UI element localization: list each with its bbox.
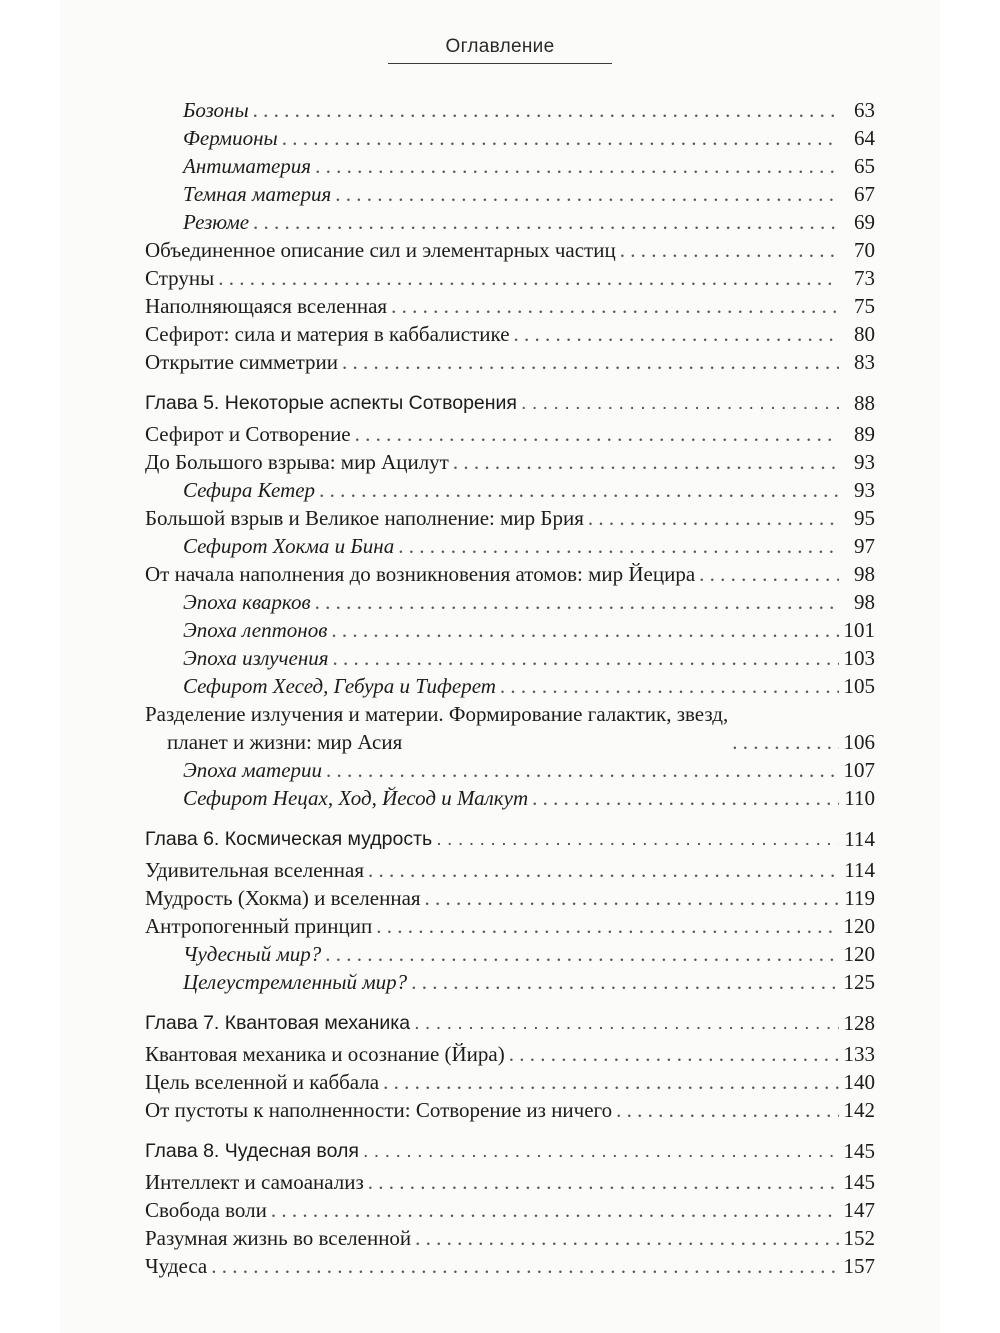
toc-entry-title: Интеллект и самоанализ xyxy=(145,1170,364,1194)
toc-entry xyxy=(145,476,875,504)
toc-entry xyxy=(145,264,875,292)
toc-entry xyxy=(145,856,875,884)
toc-entry-title: Антиматерия xyxy=(183,154,312,178)
dot-leader xyxy=(620,236,839,264)
toc-entry xyxy=(145,152,875,180)
dot-leader xyxy=(514,320,839,348)
toc-entry xyxy=(145,1196,875,1224)
toc-entry xyxy=(145,1096,875,1124)
toc-page-number: 105 xyxy=(843,674,875,698)
toc-entry xyxy=(145,912,875,940)
toc-entry xyxy=(145,1252,875,1280)
toc-chapter-entry xyxy=(145,1007,875,1037)
toc-entry-title: Эпоха излучения xyxy=(183,646,329,670)
dot-leader xyxy=(325,940,839,968)
toc-entry-title: Эпоха материи xyxy=(183,758,323,782)
toc-page-number: 93 xyxy=(854,478,875,502)
toc-page-number: 83 xyxy=(854,350,875,374)
toc-page-number: 142 xyxy=(843,1098,875,1122)
toc-entry-title: Чудесный мир? xyxy=(183,942,322,966)
dot-leader xyxy=(342,348,839,376)
toc-entry-title: Глава 7. Квантовая механика xyxy=(145,1012,411,1034)
toc-page-number: 98 xyxy=(854,562,875,586)
dot-leader xyxy=(271,1196,839,1224)
toc-entry-title: От пустоты к наполненности: Сотворение из ничего xyxy=(145,1098,613,1122)
toc-entry-title: До Большого взрыва: мир Ацилут xyxy=(145,450,449,474)
toc-entry-title: Глава 6. Космическая мудрость xyxy=(145,828,433,850)
toc-page-number: 114 xyxy=(844,827,875,851)
toc-entry xyxy=(145,672,875,700)
dot-leader xyxy=(253,208,839,236)
toc-entry xyxy=(145,940,875,968)
dot-leader xyxy=(315,152,839,180)
toc-page-number: 140 xyxy=(843,1070,875,1094)
toc-page-number: 93 xyxy=(854,450,875,474)
toc-entry-title: Свобода воли xyxy=(145,1198,267,1222)
toc-entry xyxy=(145,560,875,588)
toc-entry-title-continuation: планет и жизни: мир Асия xyxy=(167,730,403,754)
dot-leader xyxy=(509,1040,839,1068)
toc-page-number: 114 xyxy=(844,858,875,882)
dot-leader xyxy=(436,825,839,853)
toc-entry-title: Наполняющаяся вселенная xyxy=(145,294,388,318)
toc-entry-title: Глава 5. Некоторые аспекты Сотворения xyxy=(145,392,517,414)
toc-entry-title: Резюме xyxy=(183,210,250,234)
dot-leader xyxy=(319,476,839,504)
toc-entry-title: Удивительная вселенная xyxy=(145,858,364,882)
toc-entry xyxy=(145,420,875,448)
toc-page-number: 107 xyxy=(843,758,875,782)
toc-page-number: 120 xyxy=(843,942,875,966)
dot-leader xyxy=(253,96,839,124)
dot-leader xyxy=(363,1137,839,1165)
toc-entry-title: Бозоны xyxy=(183,98,249,122)
toc-page-number: 63 xyxy=(854,98,875,122)
dot-leader xyxy=(398,532,839,560)
toc-chapter-entry xyxy=(145,387,875,417)
dot-leader xyxy=(376,912,839,940)
toc-entry-title: Эпоха лептонов xyxy=(183,618,328,642)
toc-chapter-entry xyxy=(145,1135,875,1165)
toc-entry-title: Антропогенный принцип xyxy=(145,914,373,938)
toc-page-number: 64 xyxy=(854,126,875,150)
toc-page-number: 70 xyxy=(854,238,875,262)
toc-entry xyxy=(145,1040,875,1068)
toc-entry xyxy=(145,784,875,812)
toc-entry xyxy=(145,292,875,320)
toc-page-number: 120 xyxy=(843,914,875,938)
toc-entry xyxy=(145,1168,875,1196)
toc-entry xyxy=(145,180,875,208)
toc-entry-title: Разумная жизнь во вселенной xyxy=(145,1226,412,1250)
dot-leader xyxy=(411,968,839,996)
toc-entry-title: Струны xyxy=(145,266,215,290)
toc-entry-title: От начала наполнения до возникновения атомов: мир Йецира xyxy=(145,562,696,586)
toc-page-number: 69 xyxy=(854,210,875,234)
toc-page-number: 67 xyxy=(854,182,875,206)
toc-page-number: 101 xyxy=(843,618,875,642)
toc-page-number: 89 xyxy=(854,422,875,446)
table-of-contents xyxy=(145,96,875,1280)
dot-leader xyxy=(326,756,839,784)
toc-page-number: 95 xyxy=(854,506,875,530)
toc-page-number: 97 xyxy=(854,534,875,558)
toc-entry-title: Сефирот и Сотворение xyxy=(145,422,351,446)
dot-leader xyxy=(282,124,839,152)
dot-leader xyxy=(218,264,839,292)
toc-entry-title: Глава 8. Чудесная воля xyxy=(145,1140,359,1162)
toc-page-number: 147 xyxy=(843,1198,875,1222)
toc-entry-title: Мудрость (Хокма) и вселенная xyxy=(145,886,421,910)
toc-entry xyxy=(145,700,875,756)
dot-leader xyxy=(355,420,839,448)
dot-leader xyxy=(211,1252,839,1280)
toc-page-number: 110 xyxy=(844,786,875,810)
dot-leader xyxy=(368,1168,839,1196)
toc-entry-title: Открытие симметрии xyxy=(145,350,339,374)
toc-entry-title xyxy=(145,700,732,756)
toc-entry xyxy=(145,756,875,784)
toc-entry-title: Темная материя xyxy=(183,182,332,206)
toc-page-number: 119 xyxy=(844,886,875,910)
toc-page-number: 88 xyxy=(854,391,875,415)
toc-entry-title: Объединенное описание сил и элементарных частиц xyxy=(145,238,616,262)
dot-leader xyxy=(383,1068,839,1096)
dot-leader xyxy=(425,884,839,912)
dot-leader xyxy=(315,588,839,616)
toc-entry-title: Сефирот Нецах, Ход, Йесод и Малкут xyxy=(183,786,529,810)
dot-leader xyxy=(521,389,839,417)
toc-entry xyxy=(145,884,875,912)
toc-page-number: 75 xyxy=(854,294,875,318)
toc-page-number: 65 xyxy=(854,154,875,178)
toc-entry-title-line: Разделение излучения и материи. Формирование галактик, звезд, xyxy=(145,702,729,726)
toc-entry xyxy=(145,644,875,672)
toc-page-number: 98 xyxy=(854,590,875,614)
toc-entry-title: Сефира Кетер xyxy=(183,478,316,502)
toc-entry xyxy=(145,320,875,348)
dot-leader xyxy=(732,728,839,756)
dot-leader xyxy=(616,1096,839,1124)
toc-entry-title: Сефирот Хесед, Гебура и Тиферет xyxy=(183,674,496,698)
toc-entry xyxy=(145,532,875,560)
toc-entry xyxy=(145,1224,875,1252)
toc-entry xyxy=(145,588,875,616)
toc-entry xyxy=(145,616,875,644)
dot-leader xyxy=(588,504,839,532)
toc-entry-title: Квантовая механика и осознание (Йира) xyxy=(145,1042,505,1066)
toc-entry-title: Сефирот Хокма и Бина xyxy=(183,534,395,558)
toc-page-number: 80 xyxy=(854,322,875,346)
running-title: Оглавление xyxy=(445,36,555,57)
dot-leader xyxy=(453,448,839,476)
toc-page-number: 145 xyxy=(843,1139,875,1163)
toc-entry xyxy=(145,348,875,376)
header-rule xyxy=(388,63,612,64)
toc-entry xyxy=(145,96,875,124)
toc-entry-title: Эпоха кварков xyxy=(183,590,311,614)
dot-leader xyxy=(333,644,839,672)
toc-page-number: 125 xyxy=(843,970,875,994)
toc-entry-title: Целеустремленный мир? xyxy=(183,970,408,994)
toc-page-number: 128 xyxy=(843,1011,875,1035)
dot-leader xyxy=(331,616,839,644)
toc-entry xyxy=(145,208,875,236)
toc-entry xyxy=(145,448,875,476)
toc-chapter-entry xyxy=(145,823,875,853)
toc-page-number: 73 xyxy=(854,266,875,290)
toc-page-number: 152 xyxy=(843,1226,875,1250)
dot-leader xyxy=(368,856,839,884)
toc-entry xyxy=(145,1068,875,1096)
dot-leader xyxy=(415,1224,839,1252)
toc-page-number: 103 xyxy=(843,646,875,670)
toc-page-number: 157 xyxy=(843,1254,875,1278)
toc-entry xyxy=(145,504,875,532)
dot-leader xyxy=(335,180,839,208)
dot-leader xyxy=(699,560,839,588)
dot-leader xyxy=(391,292,839,320)
dot-leader xyxy=(500,672,839,700)
toc-entry xyxy=(145,236,875,264)
dot-leader xyxy=(532,784,839,812)
toc-entry-title: Чудеса xyxy=(145,1254,208,1278)
toc-entry-title: Фермионы xyxy=(183,126,278,150)
toc-entry xyxy=(145,124,875,152)
toc-page-number: 133 xyxy=(843,1042,875,1066)
toc-page-number: 145 xyxy=(843,1170,875,1194)
toc-entry-title: Цель вселенной и каббала xyxy=(145,1070,380,1094)
toc-entry-title: Сефирот: сила и материя в каббалистике xyxy=(145,322,510,346)
toc-entry-title: Большой взрыв и Великое наполнение: мир Брия xyxy=(145,506,584,530)
dot-leader xyxy=(414,1009,839,1037)
toc-entry xyxy=(145,968,875,996)
toc-page-number: 106 xyxy=(843,730,875,754)
